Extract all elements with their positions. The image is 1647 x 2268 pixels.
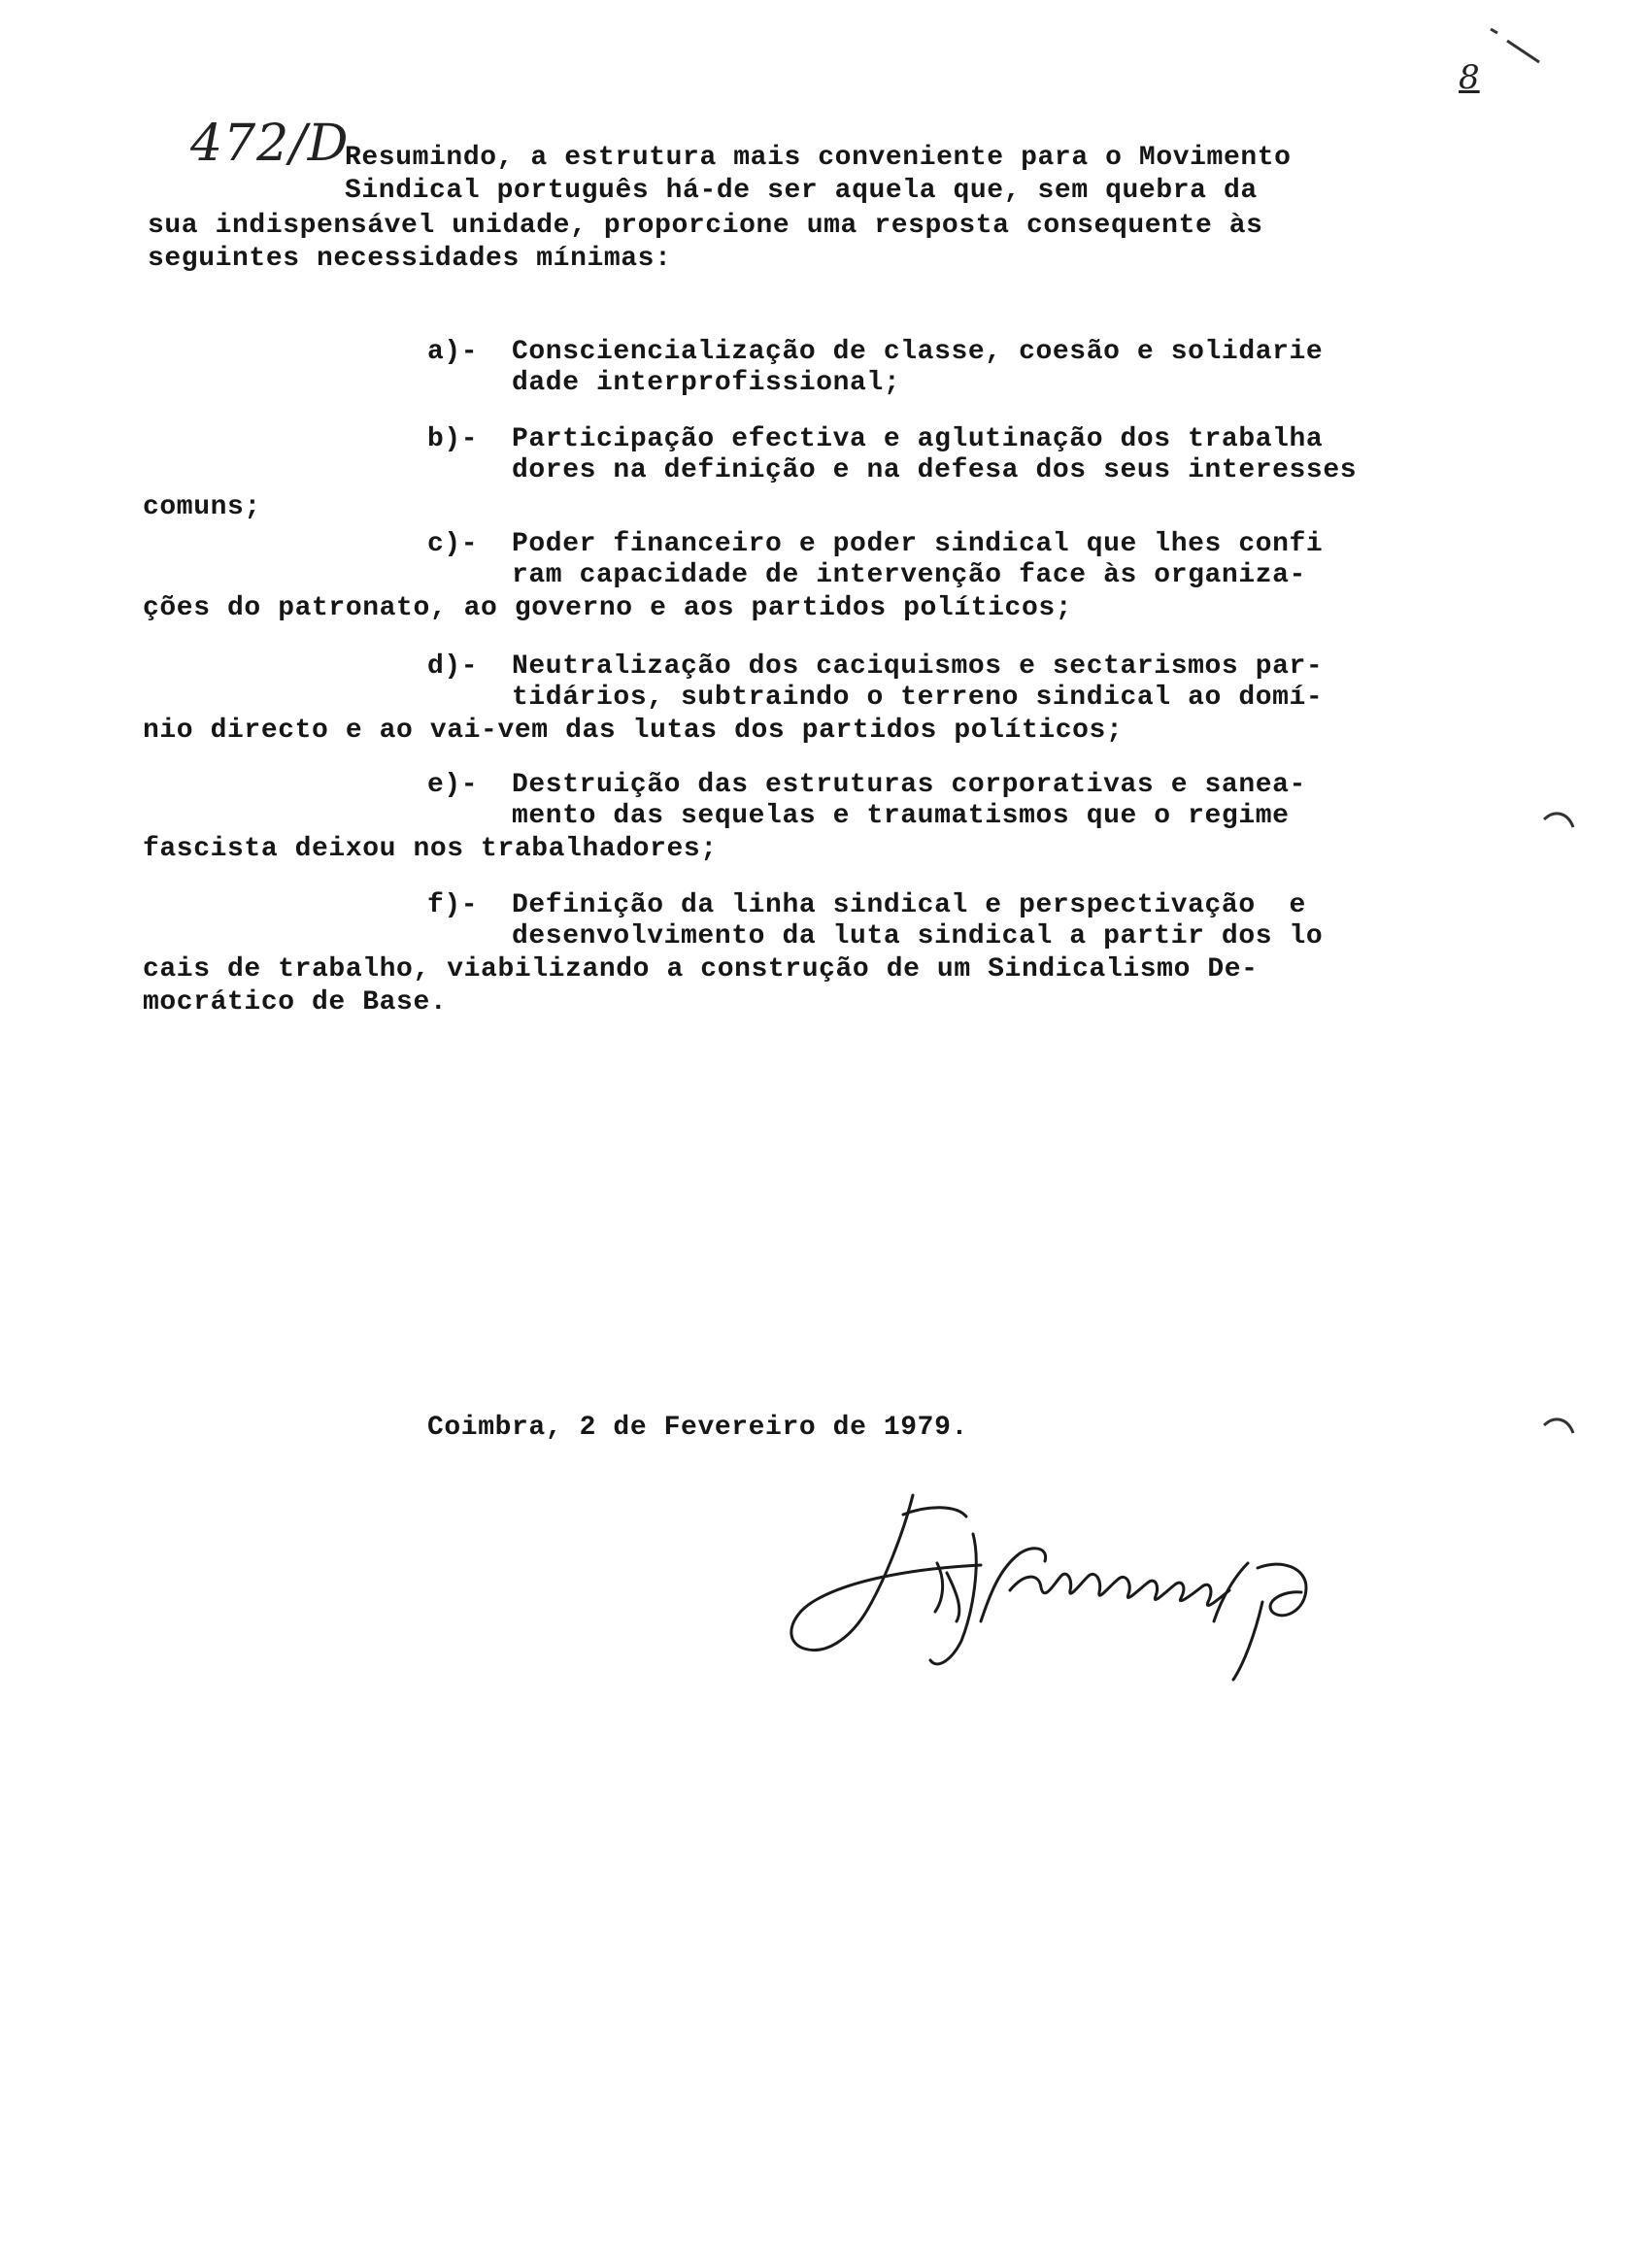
- item-a-line-2: dade interprofissional;: [512, 368, 901, 398]
- item-b-line-1: Participação efectiva e aglutinação dos trabalha: [512, 424, 1324, 454]
- item-d-line-2: tidários, subtraindo o terreno sindical ao domí-: [512, 683, 1324, 713]
- scan-mark-top-right: [1486, 19, 1554, 78]
- item-e-line-1: Destruição das estruturas corporativas e sanea-: [512, 770, 1306, 800]
- item-f-cont-2: mocrático de Base.: [143, 987, 448, 1017]
- item-e-label: e)-: [427, 770, 479, 800]
- item-e-line-2: mento das sequelas e traumatismos que o regime: [512, 801, 1290, 831]
- item-c-cont-1: ções do patronato, ao governo e aos partidos políticos;: [143, 593, 1073, 623]
- item-e-cont-1: fascista deixou nos trabalhadores;: [143, 834, 718, 864]
- scan-mark-right-1: [1540, 806, 1579, 835]
- item-c-label: c)-: [427, 529, 479, 559]
- signature: [757, 1476, 1379, 1689]
- intro-line-2: Sindical português há-de ser aquela que, sem quebra da: [345, 176, 1258, 206]
- item-a-line-1: Consciencialização de classe, coesão e solidarie: [512, 337, 1324, 367]
- intro-line-4: seguintes necessidades mínimas:: [148, 244, 672, 274]
- item-f-line-2: desenvolvimento da luta sindical a partir dos lo: [512, 921, 1324, 951]
- item-c-line-1: Poder financeiro e poder sindical que lhes confi: [512, 529, 1324, 559]
- item-b-label: b)-: [427, 424, 479, 454]
- item-b-line-2: dores na definição e na defesa dos seus interesses: [512, 455, 1358, 485]
- intro-line-1: Resumindo, a estrutura mais conveniente para o Movimento: [345, 143, 1292, 173]
- item-c-line-2: ram capacidade de intervenção face às organiza-: [512, 560, 1306, 590]
- reference-mark: 472/D: [190, 115, 350, 173]
- item-d-label: d)-: [427, 651, 479, 682]
- item-d-line-1: Neutralização dos caciquismos e sectarismos par-: [512, 651, 1324, 682]
- item-a-label: a)-: [427, 337, 479, 367]
- place-date: Coimbra, 2 de Fevereiro de 1979.: [427, 1413, 968, 1443]
- item-b-cont-1: comuns;: [143, 492, 261, 522]
- item-f-cont-1: cais de trabalho, viabilizando a construção de um Sindicalismo De-: [143, 954, 1259, 984]
- scan-mark-right-2: [1540, 1412, 1579, 1441]
- item-f-line-1: Definição da linha sindical e perspectivação e: [512, 890, 1306, 920]
- page-number: 8: [1459, 58, 1480, 97]
- intro-line-3: sua indispensável unidade, proporcione uma resposta consequente às: [148, 211, 1263, 241]
- item-d-cont-1: nio directo e ao vai-vem das lutas dos partidos políticos;: [143, 716, 1124, 746]
- item-f-label: f)-: [427, 890, 479, 920]
